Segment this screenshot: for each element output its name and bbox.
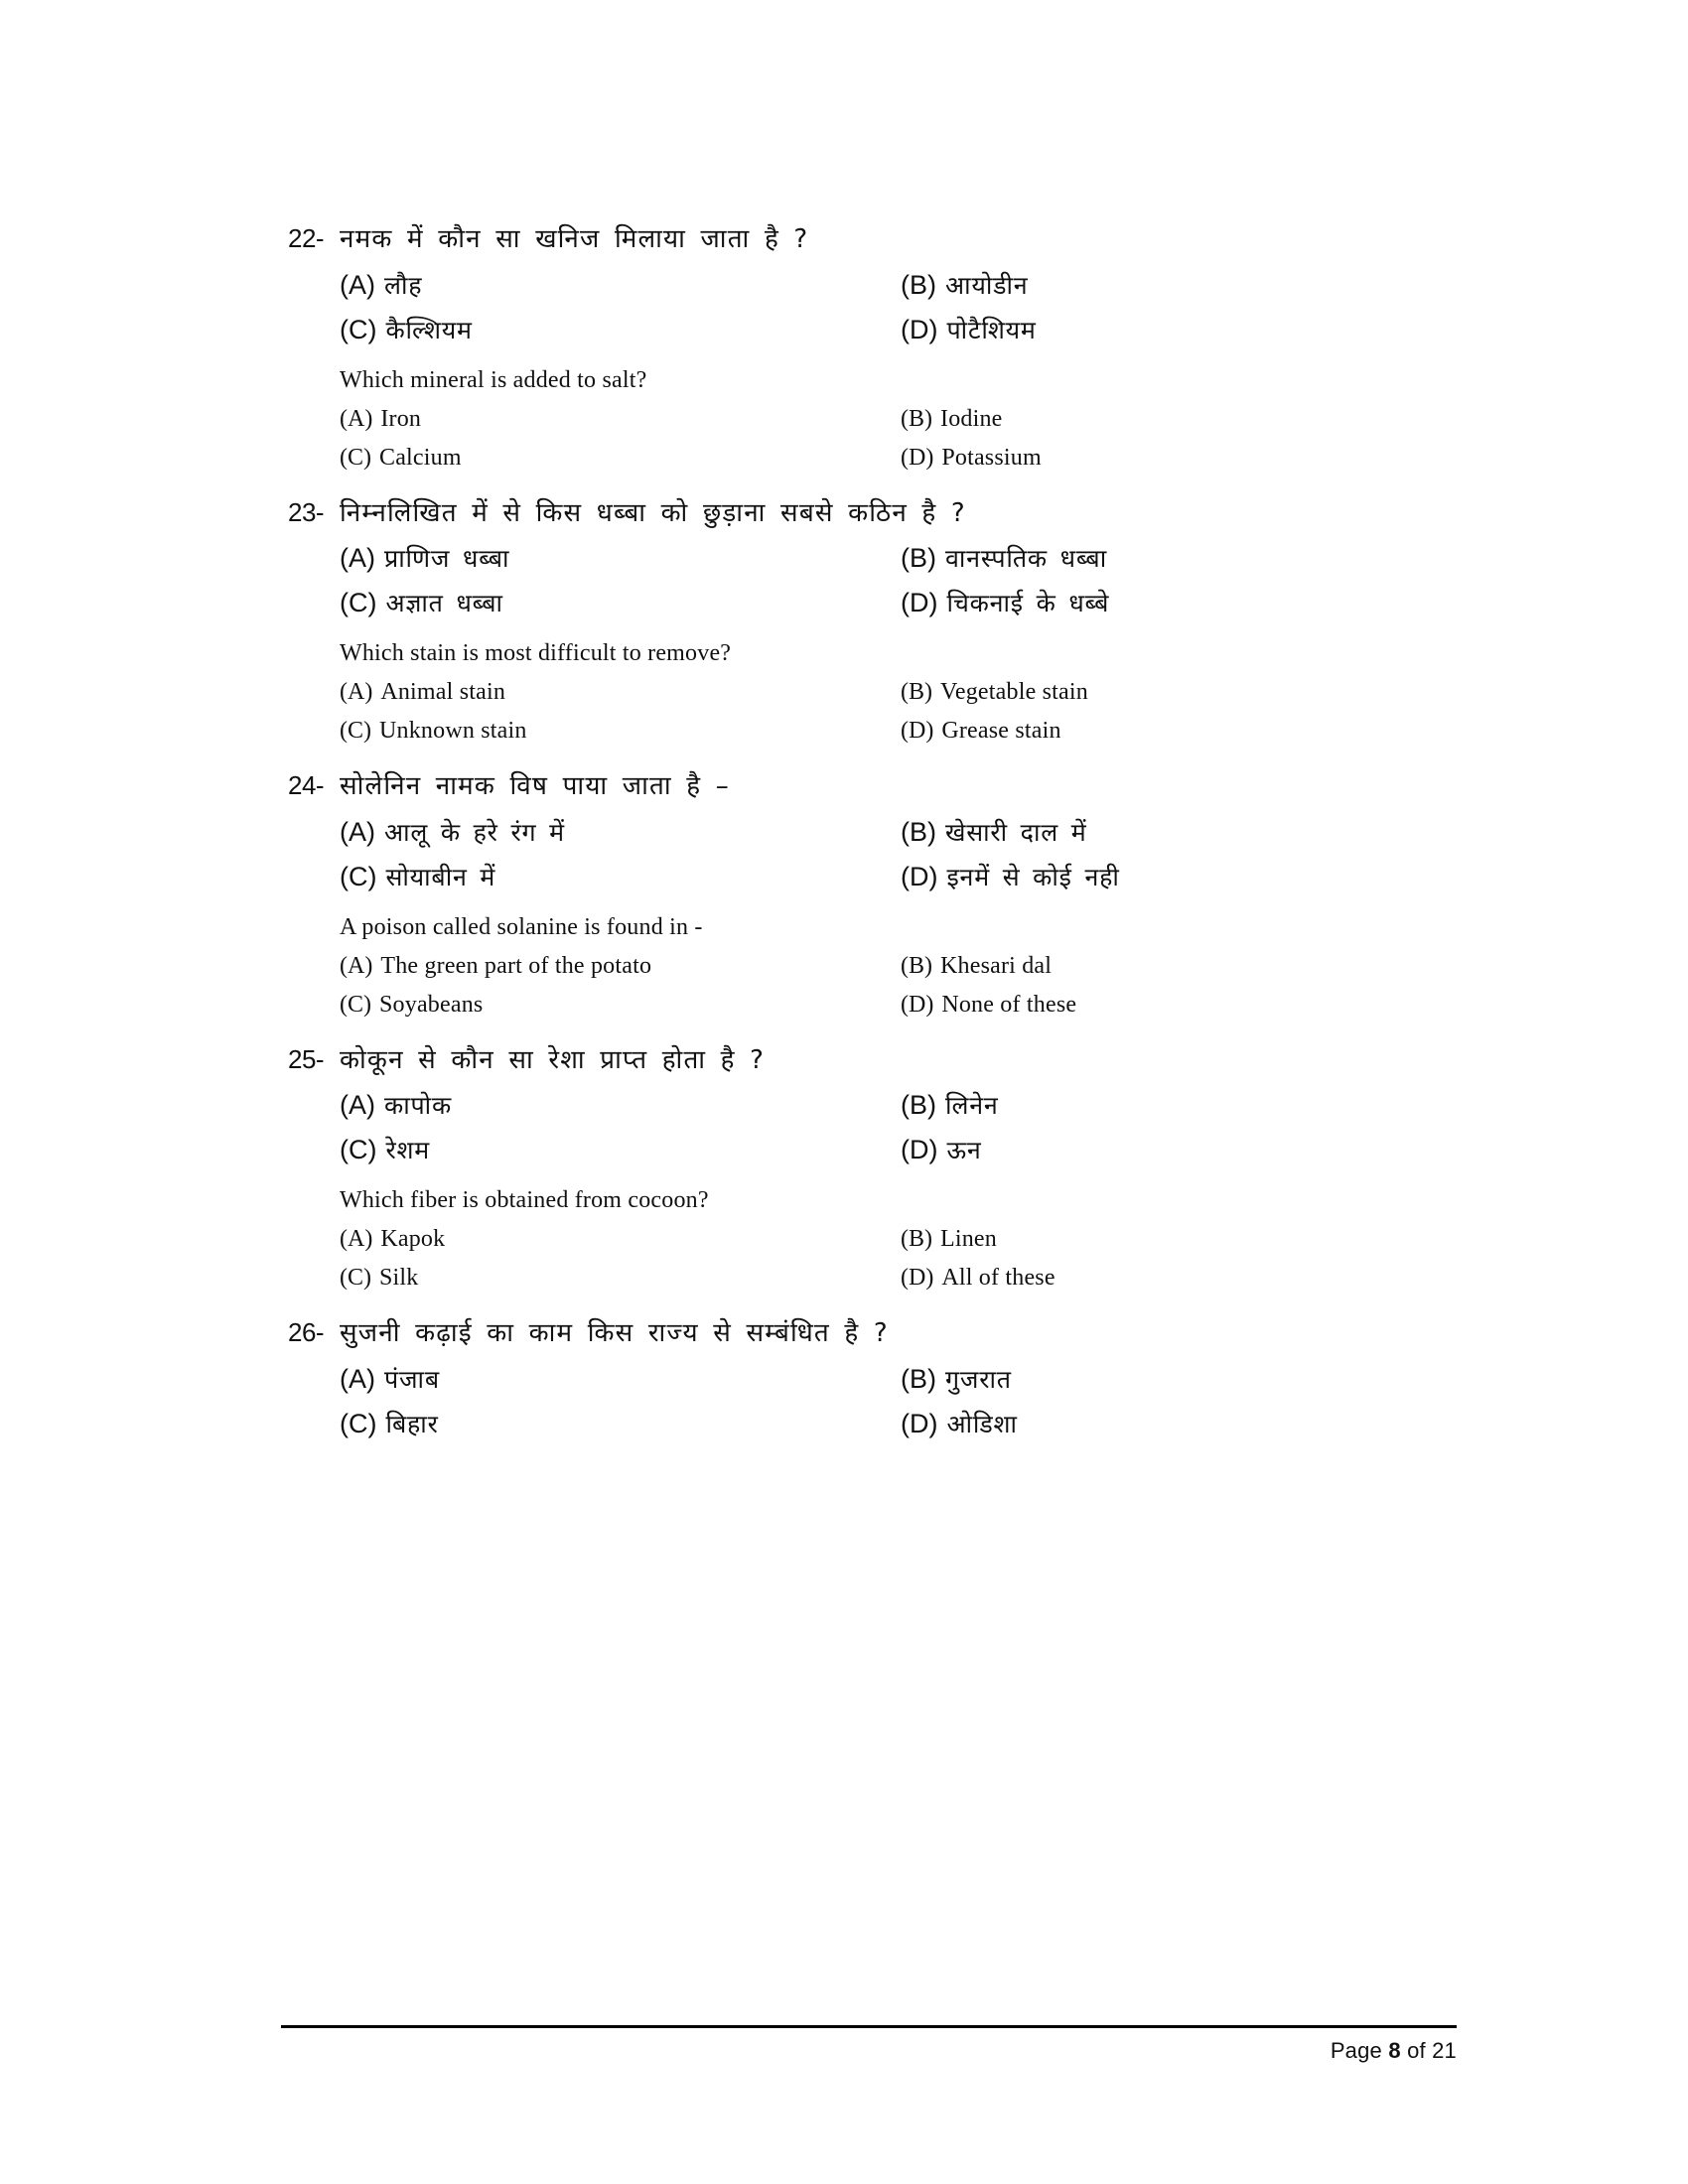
option-d-hindi[interactable]	[901, 315, 1462, 345]
english-option-row-ab	[288, 953, 1455, 980]
option-label: (A)	[340, 679, 373, 705]
question-block-25	[288, 1044, 1455, 1293]
option-text: Unknown stain	[379, 718, 527, 744]
option-text: Iron	[380, 405, 422, 432]
option-a-hindi[interactable]	[340, 1364, 901, 1395]
option-label: (B)	[901, 1090, 936, 1120]
question-number: 23-	[288, 496, 325, 527]
option-text: Khesari dal	[940, 952, 1053, 979]
footer-total-pages: 21	[1432, 2038, 1457, 2063]
option-text: पोटैशियम	[946, 315, 1037, 344]
option-label: (D)	[901, 1408, 938, 1438]
option-c-hindi[interactable]	[340, 862, 901, 892]
option-text: इनमें से कोई नही	[946, 862, 1120, 891]
option-text: लिनेन	[945, 1091, 999, 1120]
hindi-option-row-cd	[288, 315, 1455, 345]
option-label: (C)	[340, 1265, 371, 1291]
option-label: (A)	[340, 405, 373, 432]
option-label: (D)	[901, 314, 938, 344]
question-list	[288, 223, 1455, 1465]
option-c-english[interactable]	[340, 718, 901, 745]
option-label: (A)	[340, 1226, 373, 1252]
option-text: कैल्शियम	[385, 315, 473, 344]
english-option-row-ab	[288, 406, 1455, 433]
option-label: (B)	[901, 952, 932, 979]
question-heading	[288, 223, 1455, 256]
option-text: आयोडीन	[945, 270, 1029, 300]
english-option-row-ab	[288, 679, 1455, 706]
option-b-english[interactable]	[901, 406, 1462, 433]
option-label: (B)	[901, 543, 936, 573]
option-label: (C)	[340, 444, 371, 471]
hindi-option-row-ab	[288, 270, 1455, 301]
option-a-hindi[interactable]	[340, 543, 901, 574]
option-text: प्राणिज धब्बा	[384, 544, 510, 573]
option-d-english[interactable]	[901, 445, 1462, 472]
option-text: Animal stain	[380, 679, 506, 705]
option-text: रेशम	[385, 1136, 431, 1164]
question-number: 24-	[288, 770, 325, 800]
option-d-hindi[interactable]	[901, 1409, 1462, 1439]
option-label: (D)	[901, 718, 934, 744]
option-a-hindi[interactable]	[340, 817, 901, 848]
question-text-english: A poison called solanine is found in -	[340, 913, 703, 940]
question-text-hindi: सुजनी कढ़ाई का काम किस राज्य से सम्बंधित है ?	[340, 1318, 889, 1348]
option-text: Vegetable stain	[940, 679, 1088, 705]
option-label: (C)	[340, 314, 377, 344]
option-label: (A)	[340, 269, 375, 300]
footer-page-word: Page	[1330, 2038, 1382, 2063]
hindi-option-row-ab	[288, 543, 1455, 574]
option-text: खेसारी दाल में	[945, 817, 1087, 847]
option-text: Grease stain	[941, 718, 1061, 744]
option-a-english[interactable]	[340, 1226, 901, 1253]
english-option-row-cd	[288, 992, 1455, 1019]
option-text: Silk	[379, 1265, 419, 1291]
option-d-hindi[interactable]	[901, 1135, 1462, 1165]
option-text: गुजरात	[945, 1364, 1012, 1394]
option-c-hindi[interactable]	[340, 315, 901, 345]
page-footer	[1331, 2038, 1457, 2064]
option-d-english[interactable]	[901, 1265, 1462, 1292]
hindi-option-row-cd	[288, 1135, 1455, 1165]
option-text: Calcium	[379, 444, 462, 471]
option-text: चिकनाई के धब्बे	[946, 589, 1110, 617]
option-label: (D)	[901, 1265, 934, 1291]
footer-divider	[281, 2025, 1457, 2028]
option-d-english[interactable]	[901, 992, 1462, 1019]
question-text-english: Which stain is most difficult to remove?	[340, 640, 732, 666]
hindi-option-row-ab	[288, 817, 1455, 848]
option-label: (C)	[340, 1135, 377, 1164]
question-number: 22-	[288, 223, 325, 253]
option-text: अज्ञात धब्बा	[385, 589, 503, 617]
option-text: लौह	[384, 270, 423, 300]
option-label: (C)	[340, 1408, 377, 1438]
question-block-22	[288, 223, 1455, 472]
option-label: (B)	[901, 269, 936, 300]
option-label: (B)	[901, 1226, 932, 1252]
question-number: 26-	[288, 1317, 325, 1347]
option-a-hindi[interactable]	[340, 270, 901, 301]
option-text: Kapok	[380, 1226, 446, 1252]
option-b-hindi[interactable]	[901, 1364, 1462, 1395]
hindi-option-row-cd	[288, 588, 1455, 618]
option-b-hindi[interactable]	[901, 817, 1462, 848]
option-label: (C)	[340, 861, 377, 891]
option-label: (D)	[901, 861, 938, 891]
option-label: (D)	[901, 444, 934, 471]
option-d-english[interactable]	[901, 718, 1462, 745]
option-label: (D)	[901, 991, 934, 1018]
english-option-row-cd	[288, 1265, 1455, 1292]
option-d-hindi[interactable]	[901, 862, 1462, 892]
question-text-hindi: सोलेनिन नामक विष पाया जाता है –	[340, 771, 730, 801]
footer-of-word: of	[1407, 2038, 1426, 2063]
option-c-english[interactable]	[340, 1265, 901, 1292]
option-text: Soyabeans	[379, 991, 484, 1018]
option-label: (A)	[340, 543, 375, 573]
hindi-option-row-cd	[288, 862, 1455, 892]
option-text: सोयाबीन में	[385, 862, 496, 891]
english-option-row-cd	[288, 718, 1455, 745]
hindi-option-row-ab	[288, 1364, 1455, 1395]
question-text-hindi: निम्नलिखित में से किस धब्बा को छुड़ाना सबसे कठिन है ?	[340, 497, 966, 528]
option-text: ओडिशा	[946, 1409, 1018, 1438]
option-a-english[interactable]	[340, 406, 901, 433]
hindi-option-row-cd	[288, 1409, 1455, 1439]
option-c-hindi[interactable]	[340, 1409, 901, 1439]
option-text: वानस्पतिक धब्बा	[945, 544, 1107, 573]
footer-current-page: 8	[1388, 2038, 1401, 2063]
option-label: (B)	[901, 405, 932, 432]
question-block-24	[288, 770, 1455, 1019]
option-c-english[interactable]	[340, 992, 901, 1019]
option-a-english[interactable]	[340, 953, 901, 980]
option-label: (C)	[340, 588, 377, 617]
option-label: (A)	[340, 1363, 375, 1394]
option-label: (B)	[901, 1363, 936, 1394]
option-text: Iodine	[940, 405, 1003, 432]
option-text: ऊन	[946, 1136, 982, 1164]
option-label: (D)	[901, 1135, 938, 1164]
option-label: (A)	[340, 1090, 375, 1120]
question-heading	[288, 770, 1455, 803]
option-text: आलू के हरे रंग में	[384, 817, 565, 847]
option-d-hindi[interactable]	[901, 588, 1462, 618]
question-heading	[288, 1044, 1455, 1077]
option-label: (D)	[901, 588, 938, 617]
question-block-26	[288, 1317, 1455, 1439]
option-b-hindi[interactable]	[901, 270, 1462, 301]
option-b-english[interactable]	[901, 1226, 1462, 1253]
option-label: (C)	[340, 718, 371, 744]
question-block-23	[288, 497, 1455, 746]
question-text-english: Which mineral is added to salt?	[340, 366, 647, 393]
option-text: पंजाब	[384, 1364, 440, 1394]
option-label: (B)	[901, 816, 936, 847]
question-text-english: Which fiber is obtained from cocoon?	[340, 1187, 709, 1213]
question-text-hindi: नमक में कौन सा खनिज मिलाया जाता है ?	[340, 224, 809, 254]
option-c-english[interactable]	[340, 445, 901, 472]
option-a-english[interactable]	[340, 679, 901, 706]
question-text-hindi: कोकून से कौन सा रेशा प्राप्त होता है ?	[340, 1044, 766, 1075]
option-text: None of these	[941, 991, 1077, 1018]
option-label: (C)	[340, 991, 371, 1018]
question-number: 25-	[288, 1043, 325, 1074]
option-b-hindi[interactable]	[901, 543, 1462, 574]
question-heading	[288, 497, 1455, 530]
option-text: All of these	[941, 1265, 1055, 1291]
english-option-row-cd	[288, 445, 1455, 472]
option-c-hindi[interactable]	[340, 588, 901, 618]
option-text: कापोक	[384, 1091, 452, 1120]
option-c-hindi[interactable]	[340, 1135, 901, 1165]
option-text: बिहार	[385, 1409, 439, 1438]
option-b-english[interactable]	[901, 679, 1462, 706]
hindi-option-row-ab	[288, 1090, 1455, 1121]
option-text: Linen	[940, 1226, 997, 1252]
option-b-english[interactable]	[901, 953, 1462, 980]
option-label: (B)	[901, 679, 932, 705]
option-text: The green part of the potato	[380, 952, 652, 979]
option-b-hindi[interactable]	[901, 1090, 1462, 1121]
option-label: (A)	[340, 952, 373, 979]
option-label: (A)	[340, 816, 375, 847]
option-text: Potassium	[941, 444, 1042, 471]
option-a-hindi[interactable]	[340, 1090, 901, 1121]
question-heading	[288, 1317, 1455, 1350]
english-option-row-ab	[288, 1226, 1455, 1253]
